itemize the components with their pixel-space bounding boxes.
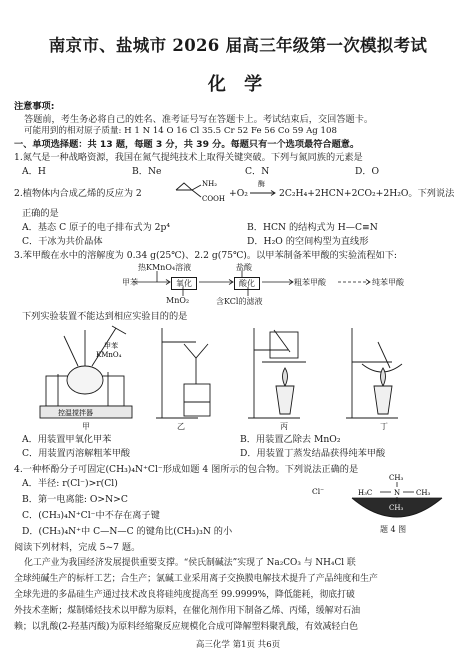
flow-pure-benzoic-acid: 纯苯甲酸 [372,278,404,287]
passage-intro: 阅读下列材料，完成 5~7 题。 [14,542,141,553]
q4-option-d: D．(CH₃)₄N⁺中 C—N—C 的键角比(CH₃)₃N 的小 [22,526,233,537]
section-1-heading: 一、单项选择题：共 13 题，每题 3 分，共 39 分。每题只有一个选项最符合题意。 [14,139,360,150]
passage-line-2b: 合生产；氯碱工业采用离子交换膜电解技术提升了产品纯度和生产 [120,574,378,584]
q3-option-d: D．用装置丁蒸发结晶获得纯苯甲酸 [240,448,386,459]
flow-reagent-hcl: 盐酸 [236,263,252,272]
q2-stem-o2: +O₂ [229,188,248,199]
flow-reagent-kmno4: 热KMnO₄溶液 [138,263,192,272]
reaction-arrow [249,190,277,196]
q4-figure-caption: 题 4 图 [380,525,407,534]
flow-start-toluene: 甲苯 [122,278,138,287]
subject-title: 化 学 [207,74,269,95]
q2-option-b: B．HCN 的结构式为 H—C≡N [247,222,378,233]
passage-line-2a: 全球纯碱生产的标杆工艺； [14,574,121,584]
q4-option-c: C．(CH₃)₄N⁺Cl⁻中不存在离子键 [22,510,160,521]
q4-option-b: B．第一电离能: O>N>C [22,494,128,505]
q3-option-a: A．用装置甲氧化甲苯 [22,434,112,445]
q4-n-center: N [394,489,401,497]
flow-step-oxidation: 氧化 [171,277,197,290]
label-kmno4: KMnO₄ [96,351,122,359]
flow-byproduct-filtrate: 含KCl的滤液 [216,297,263,306]
q2-stem-start: 2.植物体内合成乙烯的反应为 2 [14,188,142,199]
passage-line-3: 全球先进的多晶硅生产通过技术改良将硅纯度提高至 99.9999%，降低能耗，彻底打破 [14,590,355,600]
q1-option-a: A．H [22,166,46,177]
q1-stem: 1.氮气是一种战略资源，我国在氮气提纯技术上取得关键突破。下列与氮同族的元素是 [14,152,363,163]
q3-option-c: C．用装置丙溶解粗苯甲酸 [22,448,131,459]
q3-ask: 下列实验装置不能达到相应实验目的的是 [22,311,188,322]
q4-h3c-left: H₃C [358,489,373,497]
q2-stem-cont: 正确的是 [22,208,59,219]
exam-title: 南京市、盐城市 2026 届高三年级第一次模拟考试 [48,36,428,55]
flow-byproduct-mno2: MnO₂ [166,296,190,305]
q4-cl-label: Cl⁻ [312,487,325,496]
aminocyclopropane-structure [173,178,229,206]
passage-line-2 [14,574,378,585]
q2-enzyme-label: 酶 [258,180,265,188]
flow-step-acidification: 酸化 [234,277,260,290]
label-stirrer: 控温搅拌器 [58,409,93,417]
q3-option-b: B．用装置乙除去 MnO₂ [240,434,341,445]
q2-stem-products: 2C₂H₄+2HCN+2CO₂+2H₂O。下列说法 [279,188,455,199]
passage-line-5: 赖；以乳酸(2-羟基丙酸)为原料经缩聚反应规模化合成可降解塑料聚乳酸，有效减轻白色 [14,622,358,632]
q4-ch3-top: CH₃ [389,474,404,482]
notice-line-2: 可能用到的相对原子质量: H 1 N 14 O 16 Cl 35.5 Cr 52 Fe 56 Co 59 Ag 108 [24,126,337,136]
notice-heading: 注意事项: [14,101,55,112]
q2-option-c: C．干冰为共价晶体 [22,236,103,247]
apparatus-bing: 丙 [280,422,288,431]
page-footer: 高三化学 第1页 共6页 [195,640,281,650]
apparatus-yi: 乙 [177,422,185,431]
nh2-label: NH₂ [202,180,218,188]
label-toluene: 甲苯 [104,342,118,350]
q2-option-a: A．基态 C 原子的电子排布式为 2p⁴ [22,222,171,233]
q1-option-d: D．O [355,166,380,177]
cooh-label: COOH [202,195,225,203]
q3-stem: 3.苯甲酸在水中的溶解度为 0.34 g(25℃)、2.2 g(75℃)。以甲苯制备苯甲酸的实验流程如下: [14,250,397,261]
q3-apparatus-figure [38,322,458,422]
q4-ch3-right: CH₃ [416,489,431,497]
q4-ch3-bottom: CH₃ [389,504,404,512]
passage-line-1: 化工产业为我国经济发展提供重要支撑。“侯氏制碱法”实现了 Na₂CO₃ 与 NH₄Cl 联 [24,558,356,568]
q1-option-c: C．N [245,166,270,177]
q4-stem: 4.一种杯酚分子可固定(CH₃)₄N⁺Cl⁻形成如题 4 图所示的包合物。下列说法正确的是 [14,464,359,475]
notice-line-1: 答题前，考生务必将自己的姓名、准考证号写在答题卡上。考试结束后，交回答题卡。 [24,114,374,125]
q4-option-a: A．半径: r(Cl⁻)>r(Cl) [22,478,118,489]
q1-option-b: B．Ne [132,166,162,177]
flow-crude-benzoic-acid: 粗苯甲酸 [294,278,326,287]
apparatus-ding: 丁 [380,422,388,431]
passage-line-4: 外技术垄断；煤制烯烃技术以甲醇为原料，在催化剂作用下制备乙烯、丙烯，缓解对石油 [14,606,361,616]
q2-option-d: D．H₂O 的空间构型为直线形 [247,236,369,247]
flowchart-arrows [120,268,380,298]
q4-inclusion-complex-figure [312,470,462,532]
apparatus-jia: 甲 [82,422,90,431]
